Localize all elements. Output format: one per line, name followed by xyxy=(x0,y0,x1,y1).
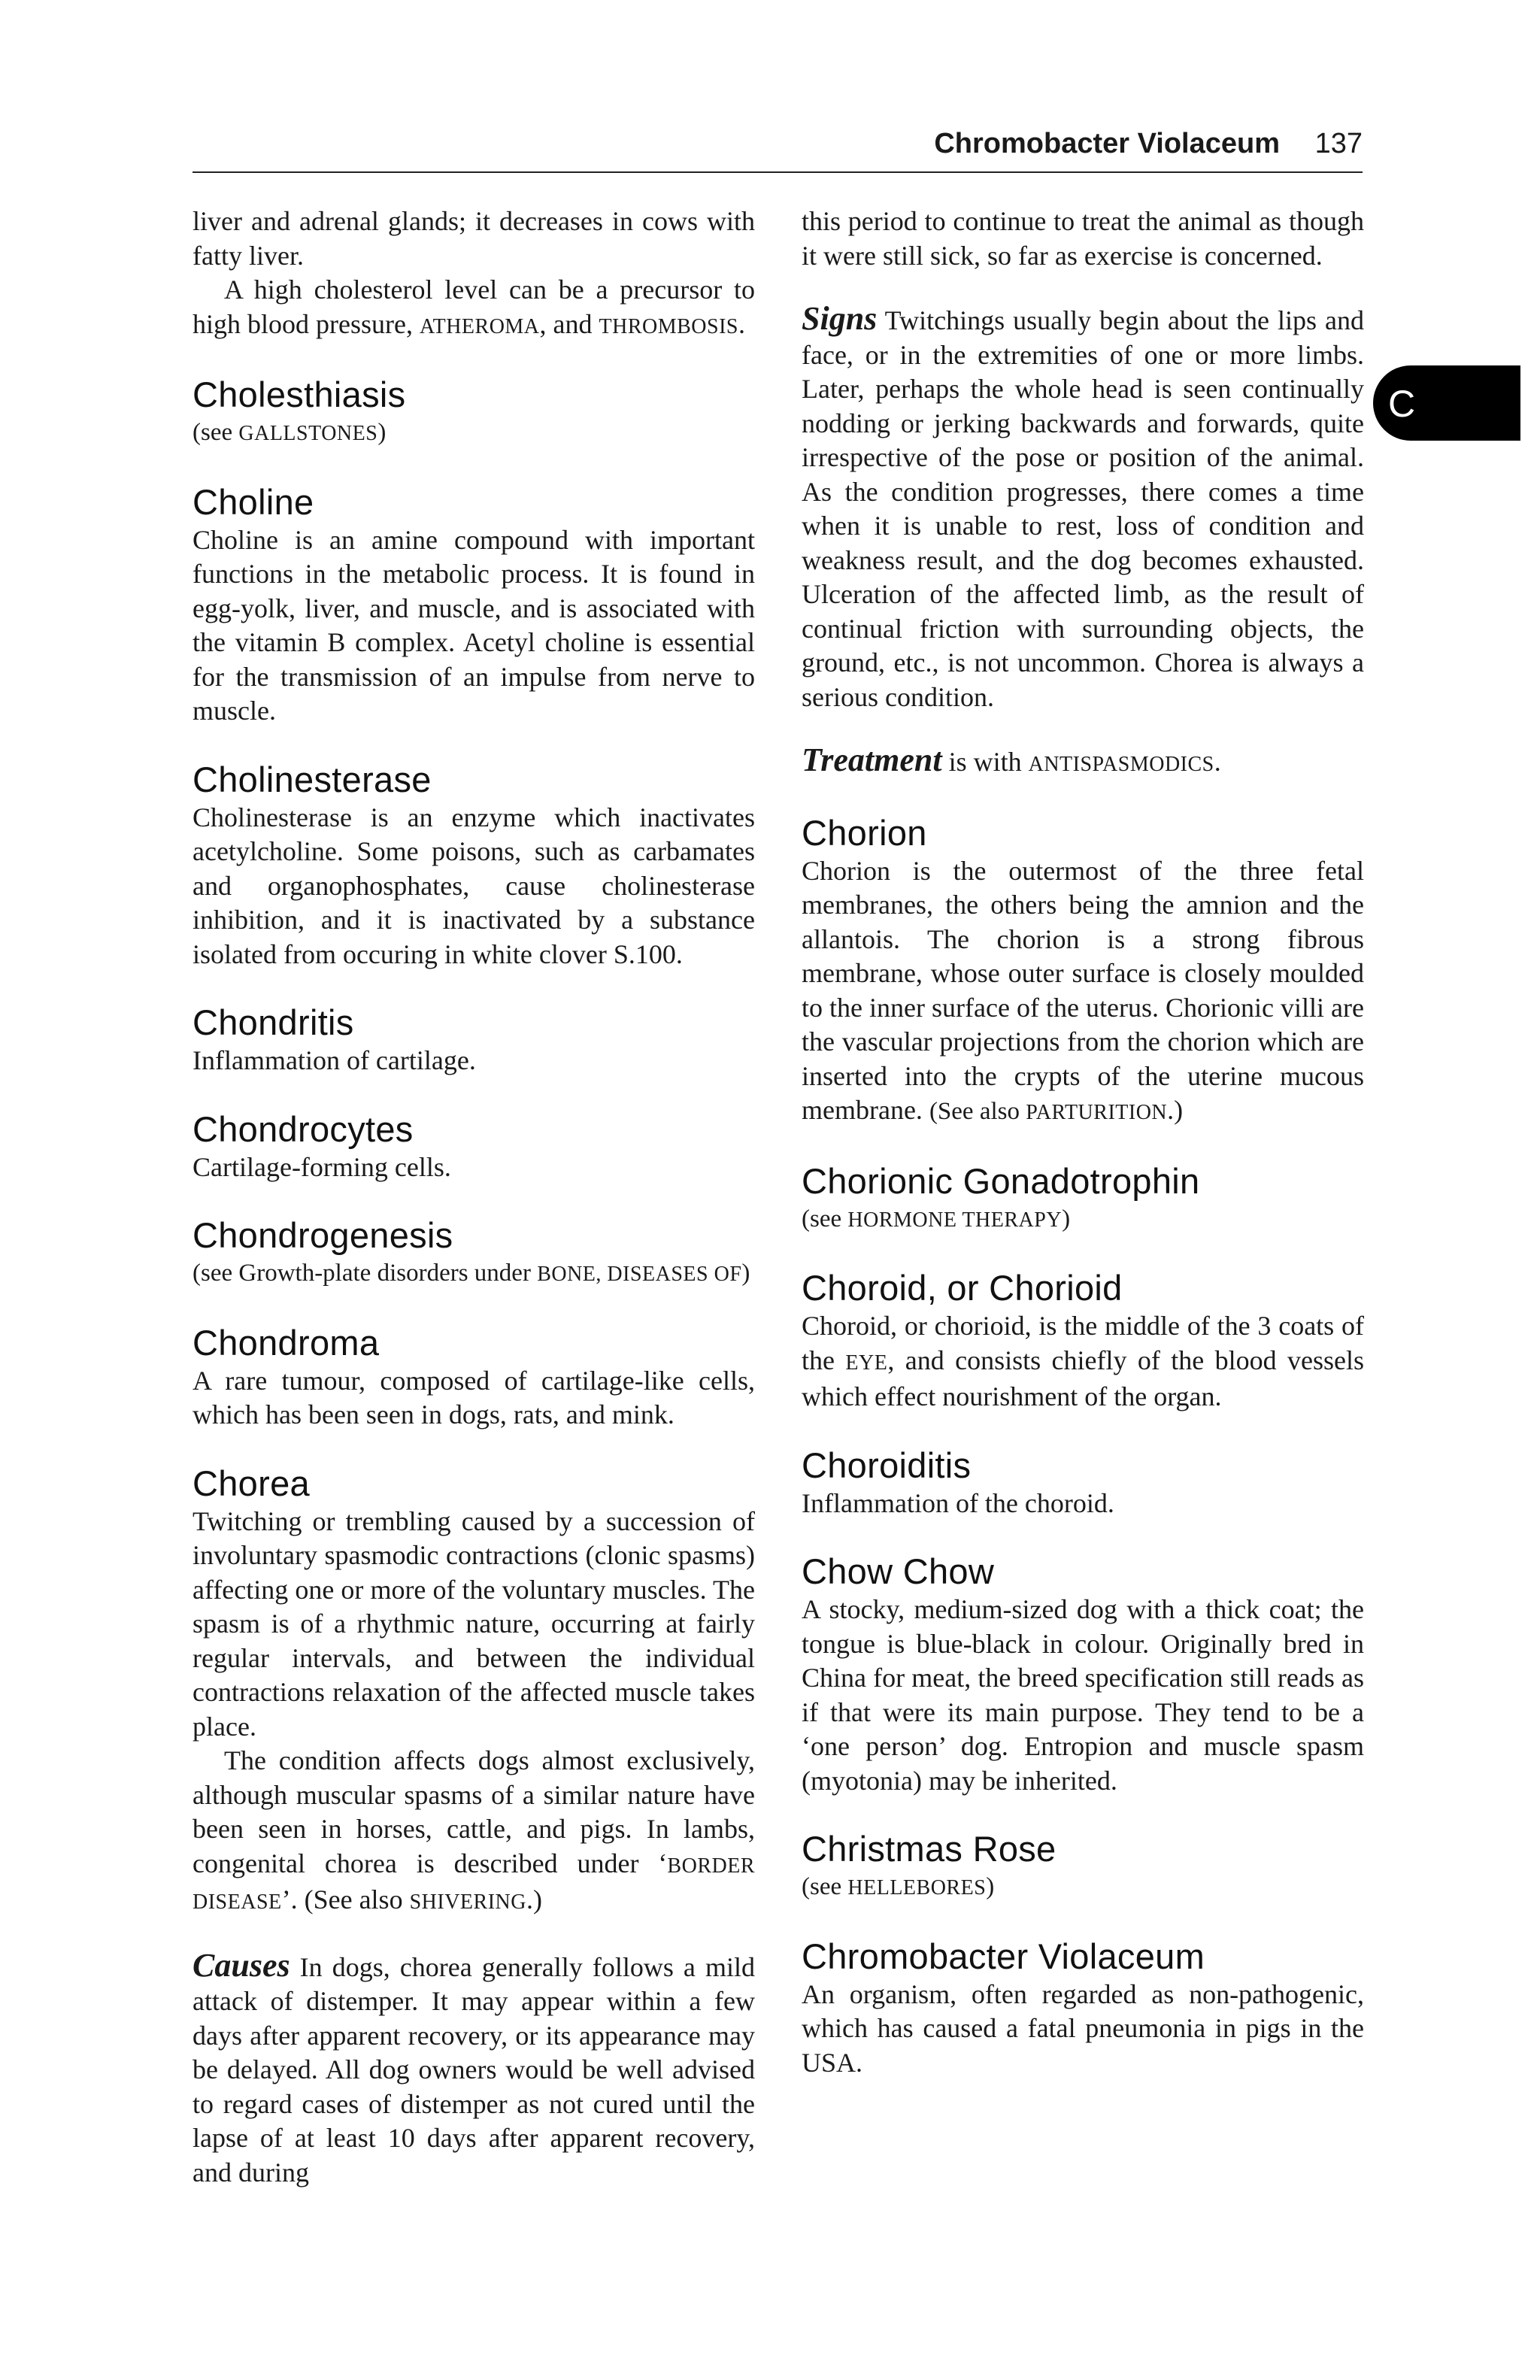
entry-heading: Choroid, or Chorioid xyxy=(802,1268,1123,1308)
entry-heading: Chondrocytes xyxy=(192,1108,414,1149)
entry-heading: Choroiditis xyxy=(802,1445,972,1485)
subsection-causes: Causes In dogs, chorea generally follows a mild attack of distemper. It may appear within a few days after apparent recovery, or its appearance may be delayed. All dog owners would be well advised to regard cases of distemper as not cured until the lapse of at least 10 days after apparent recovery, and during xyxy=(192,1946,755,2187)
entry-heading: Chorion xyxy=(802,812,927,853)
cross-reference: EYE xyxy=(845,1351,888,1375)
entry-heading: Cholesthiasis xyxy=(192,374,406,414)
entry-body: Choroid, or chorioid, is the middle of the 3 coats of the EYE, and consists chiefly of the blood vessels which effect nourishment of the organ. xyxy=(802,1311,1365,1411)
entry-heading: Chorionic Gonadotrophin xyxy=(802,1160,1200,1201)
paragraph: liver and adrenal glands; it decreases in cows with fatty liver. xyxy=(192,206,755,271)
cross-reference: ANTISPASMODICS xyxy=(1028,753,1214,776)
right-column xyxy=(802,205,1364,2080)
cross-reference: GALLSTONES xyxy=(238,422,378,445)
entry-heading: Chondroma xyxy=(192,1322,380,1363)
subsection-treatment: Treatment is with ANTISPASMODICS. xyxy=(802,741,1221,778)
entry-body: A rare tumour, composed of cartilage-like cells, which has been seen in dogs, rats, and mink. xyxy=(192,1365,755,1430)
subsection-label: Signs xyxy=(802,300,878,337)
entry-heading: Chromobacter Violaceum xyxy=(802,1936,1205,1976)
entry-heading: Choline xyxy=(192,481,314,522)
entry-body: Inflammation of the choroid. xyxy=(802,1487,1114,1518)
entry-reference: (see HELLEBORES) xyxy=(802,1873,995,1900)
subsection-signs: Signs Twitchings usually begin about the lips and face, or in the extremities of one or more limbs. Later, perhaps the whole head is seen continually nodding or jerking backwards and forwards, quite irrespective of the pose or position of the animal. As the condition progresses, there comes a time when it is unable to rest, loss of condition and weakness result, and the dog becomes exhausted. Ulceration of the affected limb, as the result of continual friction with surrounding objects, the ground, etc., is not uncommon. Chorea is always a serious condition. xyxy=(802,300,1364,712)
cross-reference: PARTURITION xyxy=(1026,1101,1168,1124)
subsection-label: Causes xyxy=(192,1946,290,1984)
cross-reference: ATHEROMA xyxy=(419,314,540,338)
paragraph: A high cholesterol level can be a precursor to high blood pressure, ATHEROMA, and THROMBOSIS. xyxy=(192,274,755,339)
page-number: 137 xyxy=(1314,128,1363,159)
entry-body: The condition affects dogs almost exclusively, although muscular spasms of a similar nature have been seen in horses, cattle, and pigs. In lambs, congenital chorea is described under ‘BORDER DISEASE’. (See also SHIVERING.) xyxy=(192,1745,755,1915)
cross-reference: THROMBOSIS xyxy=(599,314,738,338)
cross-reference: HELLEBORES xyxy=(847,1876,987,1899)
entry-body: A stocky, medium-sized dog with a thick coat; the tongue is blue-black in colour. Originally bred in China for meat, the breed specification still reads as if that were its main purpose. They tend to be a ‘one person’ dog. Entropion and muscle spasm (myotonia) may be inherited. xyxy=(802,1594,1364,1796)
paragraph: this period to continue to treat the animal as though it were still sick, so far as exercise is concerned. xyxy=(802,206,1364,271)
entry-body: An organism, often regarded as non-pathogenic, which has caused a fatal pneumonia in pigs in the USA. xyxy=(802,1978,1364,2078)
entry-heading: Cholinesterase xyxy=(192,759,432,799)
entry-body: Inflammation of cartilage. xyxy=(192,1045,476,1075)
entry-body: Choline is an amine compound with important functions in the metabolic process. It is found in egg-yolk, liver, and muscle, and is associated with the vitamin B complex. Acetyl choline is essential for the transmission of an impulse from nerve to muscle. xyxy=(192,524,755,726)
thumb-index-tab xyxy=(1373,365,1520,441)
cross-reference: SHIVERING xyxy=(409,1890,526,1914)
thumb-index-letter: C xyxy=(1388,383,1416,425)
entry-body: Cholinesterase is an enzyme which inactivates acetylcholine. Some poisons, such as carbamates and organophosphates, cause cholinesterase inhibition, and it is inactivated by a substance isolated from occuring in white clover S.100. xyxy=(192,802,755,969)
cross-reference: HORMONE THERAPY xyxy=(847,1208,1063,1232)
subsection-label: Treatment xyxy=(802,741,942,778)
cross-reference: BONE, DISEASES OF xyxy=(537,1263,742,1286)
entry-reference: (see Growth-plate disorders under BONE, DISEASES OF) xyxy=(192,1260,750,1287)
entry-body: Chorion is the outermost of the three fetal membranes, the others being the amnion and the allantois. The chorion is a strong fibrous membrane, whose outer surface is closely moulded to the inner surface of the uterus. Chorionic villi are the vascular projections from the chorion which are inserted into the crypts of the uterine mucous membrane. (See also PARTURITION.) xyxy=(802,855,1364,1125)
entry-body: Twitching or trembling caused by a succession of involuntary spasmodic contractions (clonic spasms) affecting one or more of the voluntary muscles. The spasm is of a rhythmic nature, occurring at fairly regular intervals, and between the individual contractions relaxation of the affected muscle takes place. xyxy=(192,1505,755,1742)
entry-heading: Chondrogenesis xyxy=(192,1215,453,1255)
left-column xyxy=(192,205,755,2190)
entry-heading: Chorea xyxy=(192,1463,310,1503)
entry-heading: Chow Chow xyxy=(802,1551,995,1591)
entry-body: Cartilage-forming cells. xyxy=(192,1151,451,1182)
running-header-title: Chromobacter Violaceum xyxy=(934,128,1280,159)
entry-reference: (see GALLSTONES) xyxy=(192,419,387,446)
entry-reference: (see HORMONE THERAPY) xyxy=(802,1205,1071,1232)
running-header xyxy=(192,125,1363,173)
entry-heading: Chondritis xyxy=(192,1002,354,1042)
cross-reference: BORDER DISEASE xyxy=(192,1854,755,1914)
entry-heading: Christmas Rose xyxy=(802,1829,1056,1869)
